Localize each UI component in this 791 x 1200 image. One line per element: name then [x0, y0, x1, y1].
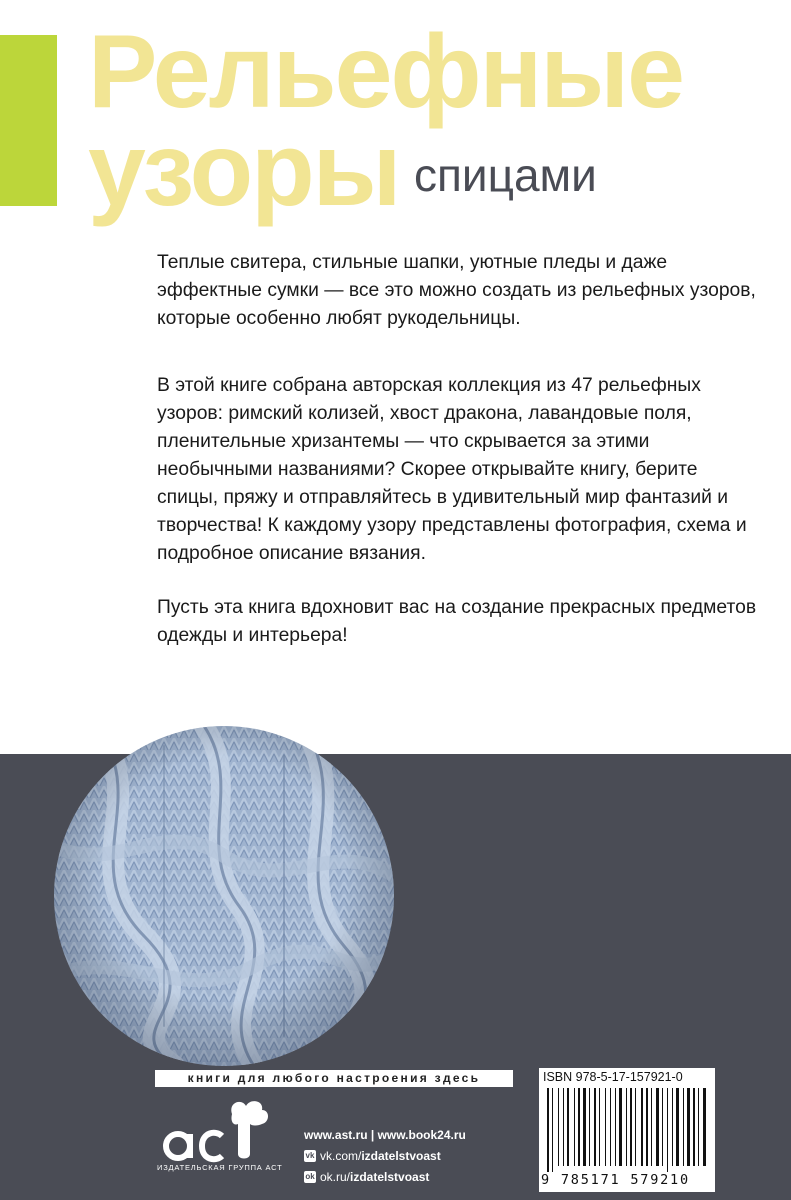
barcode-bar: [610, 1088, 611, 1166]
barcode-bar: [563, 1088, 564, 1166]
barcode-bar: [646, 1088, 648, 1166]
barcode-bar: [693, 1088, 695, 1166]
ok-link-handle: izdatelstvoast: [350, 1169, 430, 1184]
barcode-bar: [667, 1088, 668, 1172]
barcode-bar: [687, 1088, 690, 1166]
ok-row[interactable]: [304, 1166, 466, 1187]
knit-pattern-illustration: [54, 726, 394, 1066]
barcode-bar: [703, 1088, 706, 1166]
title-line-1: Рельефные: [88, 14, 683, 130]
ok-icon: ok: [305, 1171, 315, 1181]
publisher-name: ИЗДАТЕЛЬСКАЯ ГРУППА АСТ: [157, 1163, 283, 1172]
description-paragraph-3: [157, 594, 757, 650]
barcode-bar: [578, 1088, 580, 1166]
vk-link-handle: izdatelstvoast: [361, 1148, 441, 1163]
barcode-bar: [615, 1088, 616, 1166]
barcode-bar: [567, 1088, 569, 1166]
barcode-digits: 9 785171 579210: [541, 1172, 690, 1188]
accent-bar: [0, 35, 57, 206]
title-line-2: узоры: [88, 112, 400, 228]
barcode-bar: [672, 1088, 673, 1166]
isbn-barcode-box: [539, 1068, 715, 1192]
barcode-bar: [558, 1088, 559, 1166]
paragraph-text: Теплые свитера, стильные шапки, уютные пледы и даже эффектные сумки — все это можно создать из рельефных узоров, которые особенно любят рукодельницы.: [157, 252, 756, 329]
barcode-bar: [605, 1088, 606, 1166]
ast-logo-icon: [158, 1096, 288, 1166]
barcode-bar: [552, 1088, 553, 1172]
barcode-bar: [662, 1088, 663, 1166]
knit-pattern-photo: [54, 726, 394, 1066]
barcode-bar: [641, 1088, 643, 1166]
description-paragraph-1: [157, 249, 757, 333]
barcode-bar: [589, 1088, 590, 1166]
publisher-links: [304, 1124, 466, 1187]
barcode-bar: [547, 1088, 549, 1172]
barcode-bar: [698, 1088, 699, 1166]
paragraph-text: Пусть эта книга вдохновит вас на создание прекрасных предметов одежды и интерьера!: [157, 597, 757, 646]
websites-link[interactable]: www.ast.ru | www.book24.ru: [304, 1127, 466, 1142]
barcode-bar: [630, 1088, 632, 1166]
barcode-bar: [635, 1088, 636, 1166]
description-paragraph-2: [157, 372, 757, 568]
barcode-graphic: [545, 1088, 709, 1172]
vk-row[interactable]: [304, 1145, 466, 1166]
subtitle: спицами: [414, 149, 597, 201]
barcode-bar: [676, 1088, 679, 1166]
websites-row: [304, 1124, 466, 1145]
barcode-bar: [594, 1088, 596, 1166]
barcode-bar: [651, 1088, 652, 1166]
vk-icon: vk: [305, 1150, 315, 1160]
barcode-bar: [583, 1088, 586, 1166]
isbn-number: ISBN 978-5-17-157921-0: [543, 1070, 683, 1084]
barcode-bar: [656, 1088, 659, 1166]
ok-link-prefix: ok.ru/: [320, 1169, 351, 1184]
paragraph-text: В этой книге собрана авторская коллекция из 47 рельефных узоров: римский колизей, хвост дракона, лавандовые поля, пленительные хризантемы — что скрывается за этими необычными названиями? Скорее открывайте книгу, берите спицы, пряжу и отправляйтесь в удивительный мир фантазий и творчества! К каждому узору представлены фотография, схема и подробное описание вязания.: [157, 375, 747, 564]
barcode-bar: [599, 1088, 600, 1166]
barcode-bar: [683, 1088, 684, 1166]
barcode-bar: [619, 1088, 622, 1166]
vk-link-prefix: vk.com/: [320, 1148, 362, 1163]
barcode-bar: [574, 1088, 575, 1166]
slogan-banner: книги для любого настроения здесь: [155, 1070, 513, 1087]
barcode-bar: [626, 1088, 627, 1166]
